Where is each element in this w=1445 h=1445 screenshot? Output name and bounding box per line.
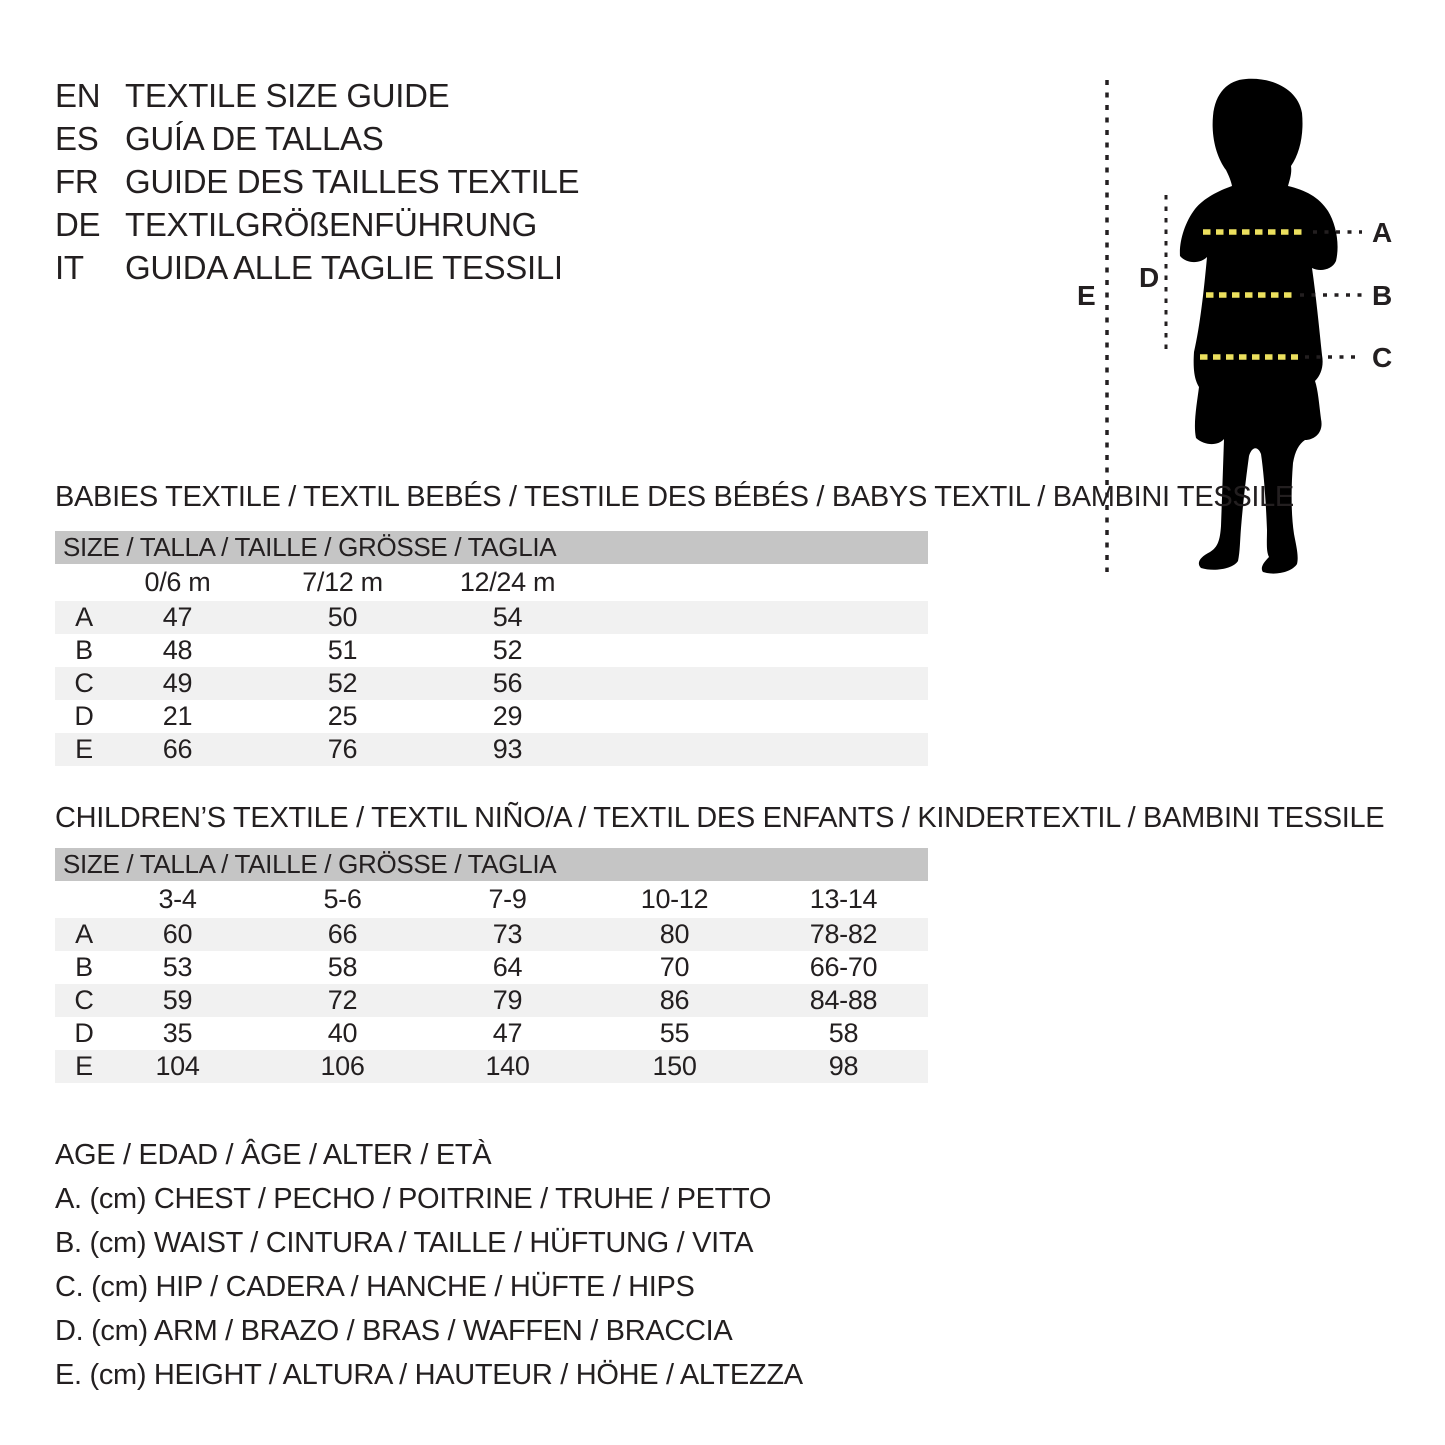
table-cell: 66 <box>260 918 425 951</box>
table-cell: 49 <box>95 667 260 700</box>
table-cell: 93 <box>425 733 590 766</box>
table-column-header-row <box>55 881 928 918</box>
row-label: C <box>55 984 95 1017</box>
guide-title: GUIDE DES TAILLES TEXTILE <box>125 163 580 200</box>
table-cell: 66 <box>95 733 260 766</box>
table-cell: 48 <box>162 635 193 665</box>
table-cell: 35 <box>162 1018 193 1048</box>
empty-cell <box>759 667 928 700</box>
table-column-header-row <box>55 564 928 601</box>
guide-title: GUIDA ALLE TAGLIE TESSILI <box>125 249 563 286</box>
measure-label-b: B <box>1372 280 1392 311</box>
table-cell: 140 <box>425 1050 590 1083</box>
table-cell: 78-82 <box>759 918 928 951</box>
table-cell: 21 <box>162 701 193 731</box>
language-row-es <box>55 117 579 160</box>
guide-title: TEXTILGRÖßENFÜHRUNG <box>125 206 537 243</box>
column-header: 0/6 m <box>95 564 260 601</box>
empty-cell <box>759 700 928 733</box>
table-cell: 98 <box>759 1050 928 1083</box>
babies-section-title: BABIES TEXTILE / TEXTIL BEBÉS / TESTILE DES BÉBÉS / BABYS TEXTIL / BAMBINI TESSILE <box>55 481 1294 513</box>
language-row-de <box>55 203 579 246</box>
language-row-en <box>55 74 579 117</box>
table-cell: 52 <box>260 667 425 700</box>
table-size-header <box>55 848 928 881</box>
table-cell: 47 <box>492 1018 523 1048</box>
column-header: 3-4 <box>95 881 260 918</box>
column-header: 7-9 <box>425 881 590 918</box>
table-row-height <box>55 733 928 766</box>
table-cell: 52 <box>492 635 523 665</box>
row-label: B <box>75 952 93 982</box>
table-cell: 79 <box>425 984 590 1017</box>
empty-cell <box>590 733 759 766</box>
language-code: DE <box>55 206 101 243</box>
measure-label-a: A <box>1372 217 1392 248</box>
table-cell: 40 <box>327 1018 358 1048</box>
table-cell: 59 <box>95 984 260 1017</box>
row-label: C <box>55 667 95 700</box>
row-label: D <box>74 1018 94 1048</box>
table-row-hip <box>55 667 928 700</box>
table-cell: 53 <box>162 952 193 982</box>
empty-cell <box>55 564 95 601</box>
table-cell: 55 <box>659 1018 690 1048</box>
table-cell: 51 <box>327 635 358 665</box>
empty-cell <box>590 667 759 700</box>
empty-cell <box>759 601 928 634</box>
table-cell: 25 <box>327 701 358 731</box>
children-size-table <box>55 848 928 1083</box>
table-cell: 50 <box>260 601 425 634</box>
empty-cell <box>55 881 95 918</box>
table-cell: 58 <box>828 1018 859 1048</box>
column-header: 12/24 m <box>425 564 590 601</box>
table-cell: 106 <box>260 1050 425 1083</box>
table-row-chest <box>55 601 928 634</box>
table-row-height <box>55 1050 928 1083</box>
column-header: 7/12 m <box>260 564 425 601</box>
language-row-it <box>55 246 579 289</box>
table-row-waist <box>55 951 928 984</box>
table-row-hip <box>55 984 928 1017</box>
legend-arm: D. (cm) ARM / BRAZO / BRAS / WAFFEN / BRACCIA <box>55 1315 733 1347</box>
table-cell: 29 <box>492 701 523 731</box>
table-cell: 84-88 <box>759 984 928 1017</box>
table-cell: 72 <box>260 984 425 1017</box>
empty-cell <box>590 700 759 733</box>
language-code: IT <box>55 249 84 286</box>
empty-cell <box>590 634 759 667</box>
measure-label-d: D <box>1139 262 1159 293</box>
legend-chest: A. (cm) CHEST / PECHO / POITRINE / TRUHE / PETTO <box>55 1183 772 1215</box>
table-cell: 104 <box>95 1050 260 1083</box>
table-cell: 80 <box>590 918 759 951</box>
table-cell: 58 <box>327 952 358 982</box>
empty-cell <box>590 601 759 634</box>
table-cell: 86 <box>590 984 759 1017</box>
babies-size-table <box>55 531 928 766</box>
column-header: 5-6 <box>260 881 425 918</box>
table-row-chest <box>55 918 928 951</box>
row-label: D <box>74 701 94 731</box>
empty-cell <box>590 564 759 601</box>
measure-label-c: C <box>1372 342 1392 373</box>
table-cell: 66-70 <box>809 952 878 982</box>
table-cell: 54 <box>425 601 590 634</box>
language-title-list <box>55 74 579 289</box>
table-row-arm <box>55 700 928 733</box>
table-cell: 64 <box>492 952 523 982</box>
language-code: EN <box>55 77 101 114</box>
legend-waist: B. (cm) WAIST / CINTURA / TAILLE / HÜFTUNG / VITA <box>55 1227 754 1259</box>
language-code: ES <box>55 120 99 157</box>
table-cell: 76 <box>260 733 425 766</box>
measurement-legend <box>55 1133 803 1397</box>
table-row-arm <box>55 1017 928 1050</box>
column-header: 13-14 <box>759 881 928 918</box>
language-code: FR <box>55 163 99 200</box>
language-row-fr <box>55 160 579 203</box>
table-cell: 73 <box>425 918 590 951</box>
row-label: A <box>55 601 95 634</box>
empty-cell <box>759 634 928 667</box>
legend-age: AGE / EDAD / ÂGE / ALTER / ETÀ <box>55 1139 492 1171</box>
row-label: E <box>55 733 95 766</box>
empty-cell <box>759 564 928 601</box>
table-size-header <box>55 531 928 564</box>
legend-height: E. (cm) HEIGHT / ALTURA / HAUTEUR / HÖHE / ALTEZZA <box>55 1359 803 1391</box>
guide-title: TEXTILE SIZE GUIDE <box>125 77 450 114</box>
table-cell: 70 <box>659 952 690 982</box>
table-cell: 56 <box>425 667 590 700</box>
size-header-label: SIZE / TALLA / TAILLE / GRÖSSE / TAGLIA <box>55 531 928 564</box>
table-row-waist <box>55 634 928 667</box>
table-cell: 60 <box>95 918 260 951</box>
table-cell: 47 <box>95 601 260 634</box>
size-header-label: SIZE / TALLA / TAILLE / GRÖSSE / TAGLIA <box>55 848 928 881</box>
column-header: 10-12 <box>590 881 759 918</box>
legend-hip: C. (cm) HIP / CADERA / HANCHE / HÜFTE / HIPS <box>55 1271 695 1303</box>
table-cell: 150 <box>590 1050 759 1083</box>
measure-label-e: E <box>1077 280 1096 311</box>
children-section-title: CHILDREN’S TEXTILE / TEXTIL NIÑO/A / TEXTIL DES ENFANTS / KINDERTEXTIL / BAMBINI TESSILE <box>55 802 1385 834</box>
row-label: A <box>55 918 95 951</box>
empty-cell <box>759 733 928 766</box>
row-label: B <box>75 635 93 665</box>
row-label: E <box>55 1050 95 1083</box>
guide-title: GUÍA DE TALLAS <box>125 120 384 157</box>
